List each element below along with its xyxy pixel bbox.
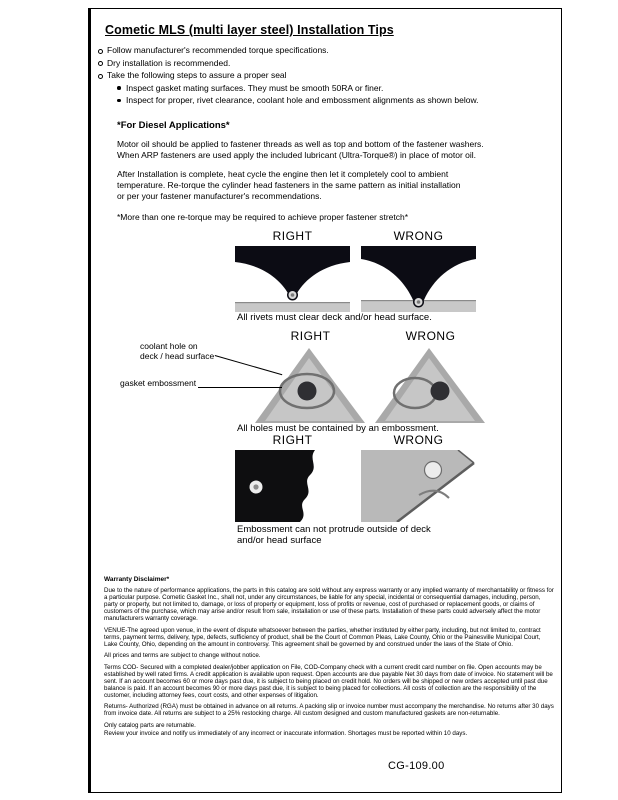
page-border (88, 8, 562, 793)
diesel-heading: *For Diesel Applications* (117, 119, 230, 131)
diagram-row-rivets (235, 229, 476, 312)
top-content (91, 9, 561, 223)
caption-embossment: Embossment can not protrude outside of deck and/or head surface (237, 524, 431, 546)
tip-item: Take the following steps to assure a proper seal (98, 69, 549, 82)
right-label: RIGHT (290, 329, 331, 343)
subtips-list (117, 82, 549, 107)
annotation-gasket-embossment: gasket embossment (120, 378, 197, 388)
warranty-heading: Warranty Disclaimer* (104, 576, 170, 583)
page-title: Cometic MLS (multi layer steel) Installation Tips (105, 23, 394, 37)
annotation-coolant-hole (140, 341, 214, 361)
diagram-row-holes (253, 329, 488, 423)
annotation-line: coolant hole on (140, 341, 198, 351)
wrong-label: WRONG (393, 229, 444, 243)
diesel-paragraph (117, 169, 527, 202)
wrong-label: WRONG (405, 329, 456, 343)
embossment-wrong-image (361, 450, 476, 522)
diagram-row-embossment (235, 433, 476, 522)
retorque-note: *More than one re-torque may be required to achieve proper fastener stretch* (117, 211, 409, 222)
document-number: CG-109.00 (388, 760, 445, 772)
warranty-paragraph: VENUE-The agreed upon venue, in the event of dispute whatsoever between the parties, whether instituted by either party, including, but not limited to, contract terms, payment terms, delivery, type, defects, sufficiency of product, shall be the Court of Common Pleas, Lake County, Ohio or the Painesville Municipal Court, Lake County, Ohio, depending on the amount in controversy. This agreement shall be governed by and construed under the laws of the State of Ohio. (104, 626, 541, 648)
tip-item: Follow manufacturer's recommended torque specifications. (98, 44, 549, 57)
warranty-paragraph: Due to the nature of performance applications, the parts in this catalog are sold without any express warranty or any implied warranty of merchantability or fitness for a particular purpose. Cometic Gasket Inc., shall not, under any circumstances, be liable for any special, incidental or consequential damages, including, person, party or property, but not limited to, damage, or loss of property or equipment, loss of profits or revenue, cost of purchased or replacement goods, or claims of customers of the purchase, which may arise and/or result from sale, installation or use of these parts. Installation of these parts could adversely affect the motor manufacturers warranty coverage. (104, 587, 554, 622)
paragraph-line: Motor oil should be applied to fastener threads as well as top and bottom of the fastener washers. (117, 138, 484, 149)
warranty-paragraph: Terms COD- Secured with a completed dealer/jobber application on File, COD-Company check with a current credit card number on file. Open accounts may be established by well rated firms. A credit application is available upon request. Open accounts are due payable Net 30 days from date of invoice. No statement will be sent. If an account becomes 60 or more days past due, it is subject to being placed on credit hold. No orders will be shipped or new orders accepted until past due balance is paid. If an account becomes 90 or more days past due, it is subject to being placed for collections. All costs of collection are the responsibility of the customer, including attorney fees, court costs, and other expenses of litigation. (104, 663, 553, 699)
diesel-paragraph (117, 139, 527, 161)
subtip-item: Inspect for proper, rivet clearance, coolant hole and embossment alignments as shown below. (117, 94, 549, 107)
coolant-hole-wrong-image (373, 346, 488, 423)
caption-rivets: All rivets must clear deck and/or head surface. (237, 312, 432, 323)
right-label: RIGHT (272, 229, 313, 243)
embossment-leader-line (198, 387, 282, 388)
embossment-right-image (235, 450, 350, 522)
warranty-paragraph: Review your invoice and notify us immediately of any incorrect or inaccurate information. Shortages must be reported within 10 days. (104, 729, 468, 737)
right-label: RIGHT (272, 433, 313, 447)
paragraph-line: or per your fastener manufacturer's recommendations. (117, 190, 322, 201)
warranty-section (104, 576, 554, 741)
coolant-hole-right-image (253, 346, 368, 423)
rivet-wrong-image (361, 246, 476, 312)
warranty-paragraph: All prices and terms are subject to change without notice. (104, 652, 261, 659)
paragraph-line: temperature. Re-torque the cylinder head fasteners in the same pattern as initial installation (117, 179, 461, 190)
warranty-paragraph: Returns- Authorized (RGA) must be obtained in advance on all returns. A packing slip or invoice number must accompany the merchandise. No returns after 30 days from invoice date. All returns are subject to a 25% restocking charge. All custom designed and custom manufactured gaskets are non-returnable. (104, 703, 554, 717)
tips-list (98, 44, 549, 82)
annotation-line: deck / head surface (140, 351, 215, 361)
warranty-paragraph: Only catalog parts are returnable. (104, 721, 196, 729)
rivet-right-image (235, 246, 350, 312)
wrong-label: WRONG (393, 433, 444, 447)
diesel-section (117, 120, 527, 223)
caption-holes: All holes must be contained by an embossment. (237, 423, 439, 434)
paragraph-line: After Installation is complete, heat cycle the engine then let it completely cool to ambient (117, 168, 449, 179)
tip-item: Dry installation is recommended. (98, 57, 549, 70)
paragraph-line: When ARP fasteners are used apply the included lubricant (Ultra-Torque®) in place of motor oil. (117, 149, 477, 160)
subtip-item: Inspect gasket mating surfaces. They must be smooth 50RA or finer. (117, 82, 549, 95)
